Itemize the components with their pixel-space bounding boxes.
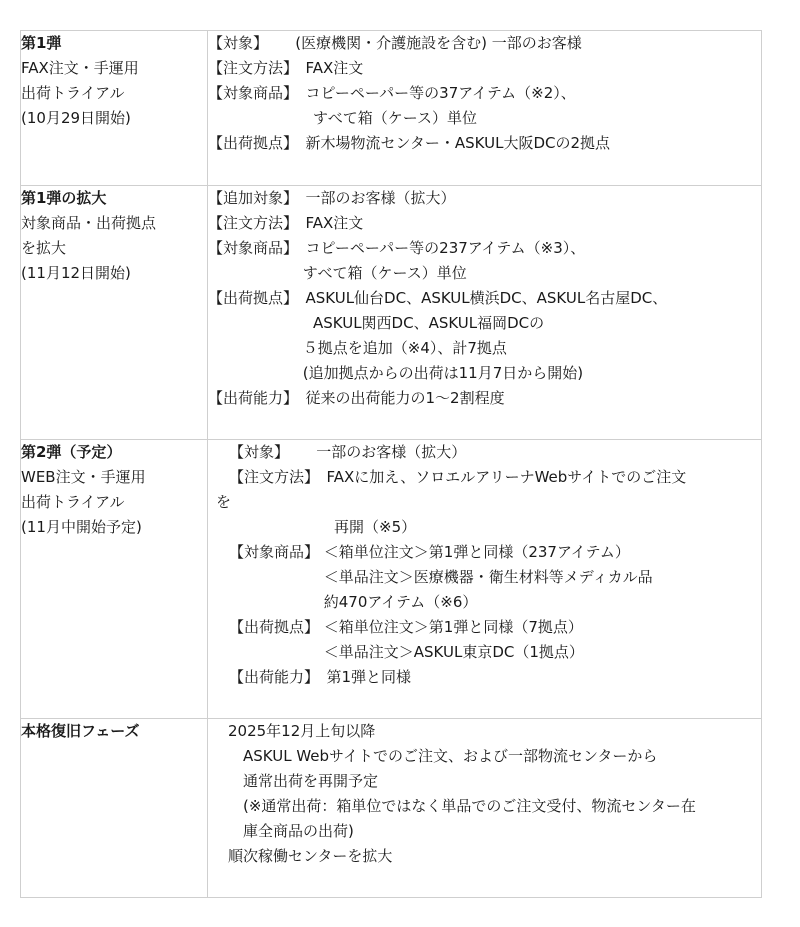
phase-4-details-cell xyxy=(208,719,762,898)
phase-4-title-cell xyxy=(21,719,208,898)
phase-subtitle: FAX注文・手運用 xyxy=(21,59,139,77)
phase-title: 第2弾（予定） xyxy=(21,443,122,461)
detail-line: ASKUL Webサイトでのご注文、および一部物流センターから xyxy=(228,747,658,765)
detail-line: 【対象商品】 コピーペーパー等の237アイテム（※3）、 xyxy=(208,239,586,257)
rollout-phase-table xyxy=(20,30,762,898)
detail-line: ５拠点を追加（※4）、計7拠点 xyxy=(208,339,507,357)
phase-1-details-cell xyxy=(208,31,762,186)
detail-line: 約470アイテム（※6） xyxy=(229,593,478,611)
detail-line: 【出荷拠点】 新木場物流センター・ASKUL大阪DCの2拠点 xyxy=(208,134,611,152)
detail-line: (追加拠点からの出荷は11月7日から開始) xyxy=(208,364,584,382)
detail-line: 【出荷能力】 第1弾と同様 xyxy=(229,668,412,686)
phase-date: (11月中開始予定) xyxy=(21,518,142,536)
detail-line: を xyxy=(216,493,232,511)
detail-line: 【注文方法】 FAX注文 xyxy=(208,59,364,77)
detail-line: すべて箱（ケース）単位 xyxy=(208,264,467,282)
phase-row-4 xyxy=(21,719,762,898)
phase-subtitle: 出荷トライアル xyxy=(21,84,125,102)
detail-line: 【注文方法】 FAXに加え、ソロエルアリーナWebサイトでのご注文 xyxy=(229,468,687,486)
detail-line: 通常出荷を再開予定 xyxy=(228,772,379,790)
detail-line: 2025年12月上旬以降 xyxy=(228,722,376,740)
phase-title: 第1弾の拡大 xyxy=(21,189,107,207)
phase-subtitle: 対象商品・出荷拠点 xyxy=(21,214,157,232)
detail-line: (※通常出荷：箱単位ではなく単品でのご注文受付、物流センター在 xyxy=(228,797,696,815)
phase-3-title-cell xyxy=(21,440,208,719)
detail-line: すべて箱（ケース）単位 xyxy=(208,109,477,127)
phase-3-details-cell xyxy=(208,440,762,719)
phase-2-details-cell xyxy=(208,186,762,440)
detail-line: 【出荷拠点】 ＜箱単位注文＞第1弾と同様（7拠点） xyxy=(229,618,583,636)
phase-row-1 xyxy=(21,31,762,186)
phase-1-title-cell xyxy=(21,31,208,186)
detail-line: 【対象】 一部のお客様（拡大） xyxy=(229,443,467,461)
detail-line: 【対象商品】 コピーペーパー等の37アイテム（※2）、 xyxy=(208,84,576,102)
phase-subtitle: WEB注文・手運用 xyxy=(21,468,146,486)
detail-line: 【出荷拠点】 ASKUL仙台DC、ASKUL横浜DC、ASKUL名古屋DC、 xyxy=(208,289,668,307)
phase-date: (11月12日開始) xyxy=(21,264,131,282)
phase-subtitle: 出荷トライアル xyxy=(21,493,125,511)
detail-line: 庫全商品の出荷) xyxy=(228,822,354,840)
phase-row-3 xyxy=(21,440,762,719)
phase-title: 本格復旧フェーズ xyxy=(21,722,140,740)
detail-line: 【出荷能力】 従来の出荷能力の1〜2割程度 xyxy=(208,389,505,407)
detail-line: 【注文方法】 FAX注文 xyxy=(208,214,364,232)
detail-line: 再開（※5） xyxy=(229,518,417,536)
detail-line: 【対象】 (医療機関・介護施設を含む) 一部のお客様 xyxy=(208,34,582,52)
detail-line: ASKUL関西DC、ASKUL福岡DCの xyxy=(208,314,545,332)
phase-2-title-cell xyxy=(21,186,208,440)
detail-line: 【追加対象】 一部のお客様（拡大） xyxy=(208,189,456,207)
phase-subtitle: を拡大 xyxy=(21,239,67,257)
detail-line: 順次稼働センターを拡大 xyxy=(228,847,393,865)
detail-line: ＜単品注文＞ASKUL東京DC（1拠点） xyxy=(229,643,584,661)
detail-line: ＜単品注文＞医療機器・衛生材料等メディカル品 xyxy=(229,568,653,586)
detail-line: 【対象商品】 ＜箱単位注文＞第1弾と同様（237アイテム） xyxy=(229,543,630,561)
phase-date: (10月29日開始) xyxy=(21,109,131,127)
phase-title: 第1弾 xyxy=(21,34,62,52)
phase-row-2 xyxy=(21,186,762,440)
